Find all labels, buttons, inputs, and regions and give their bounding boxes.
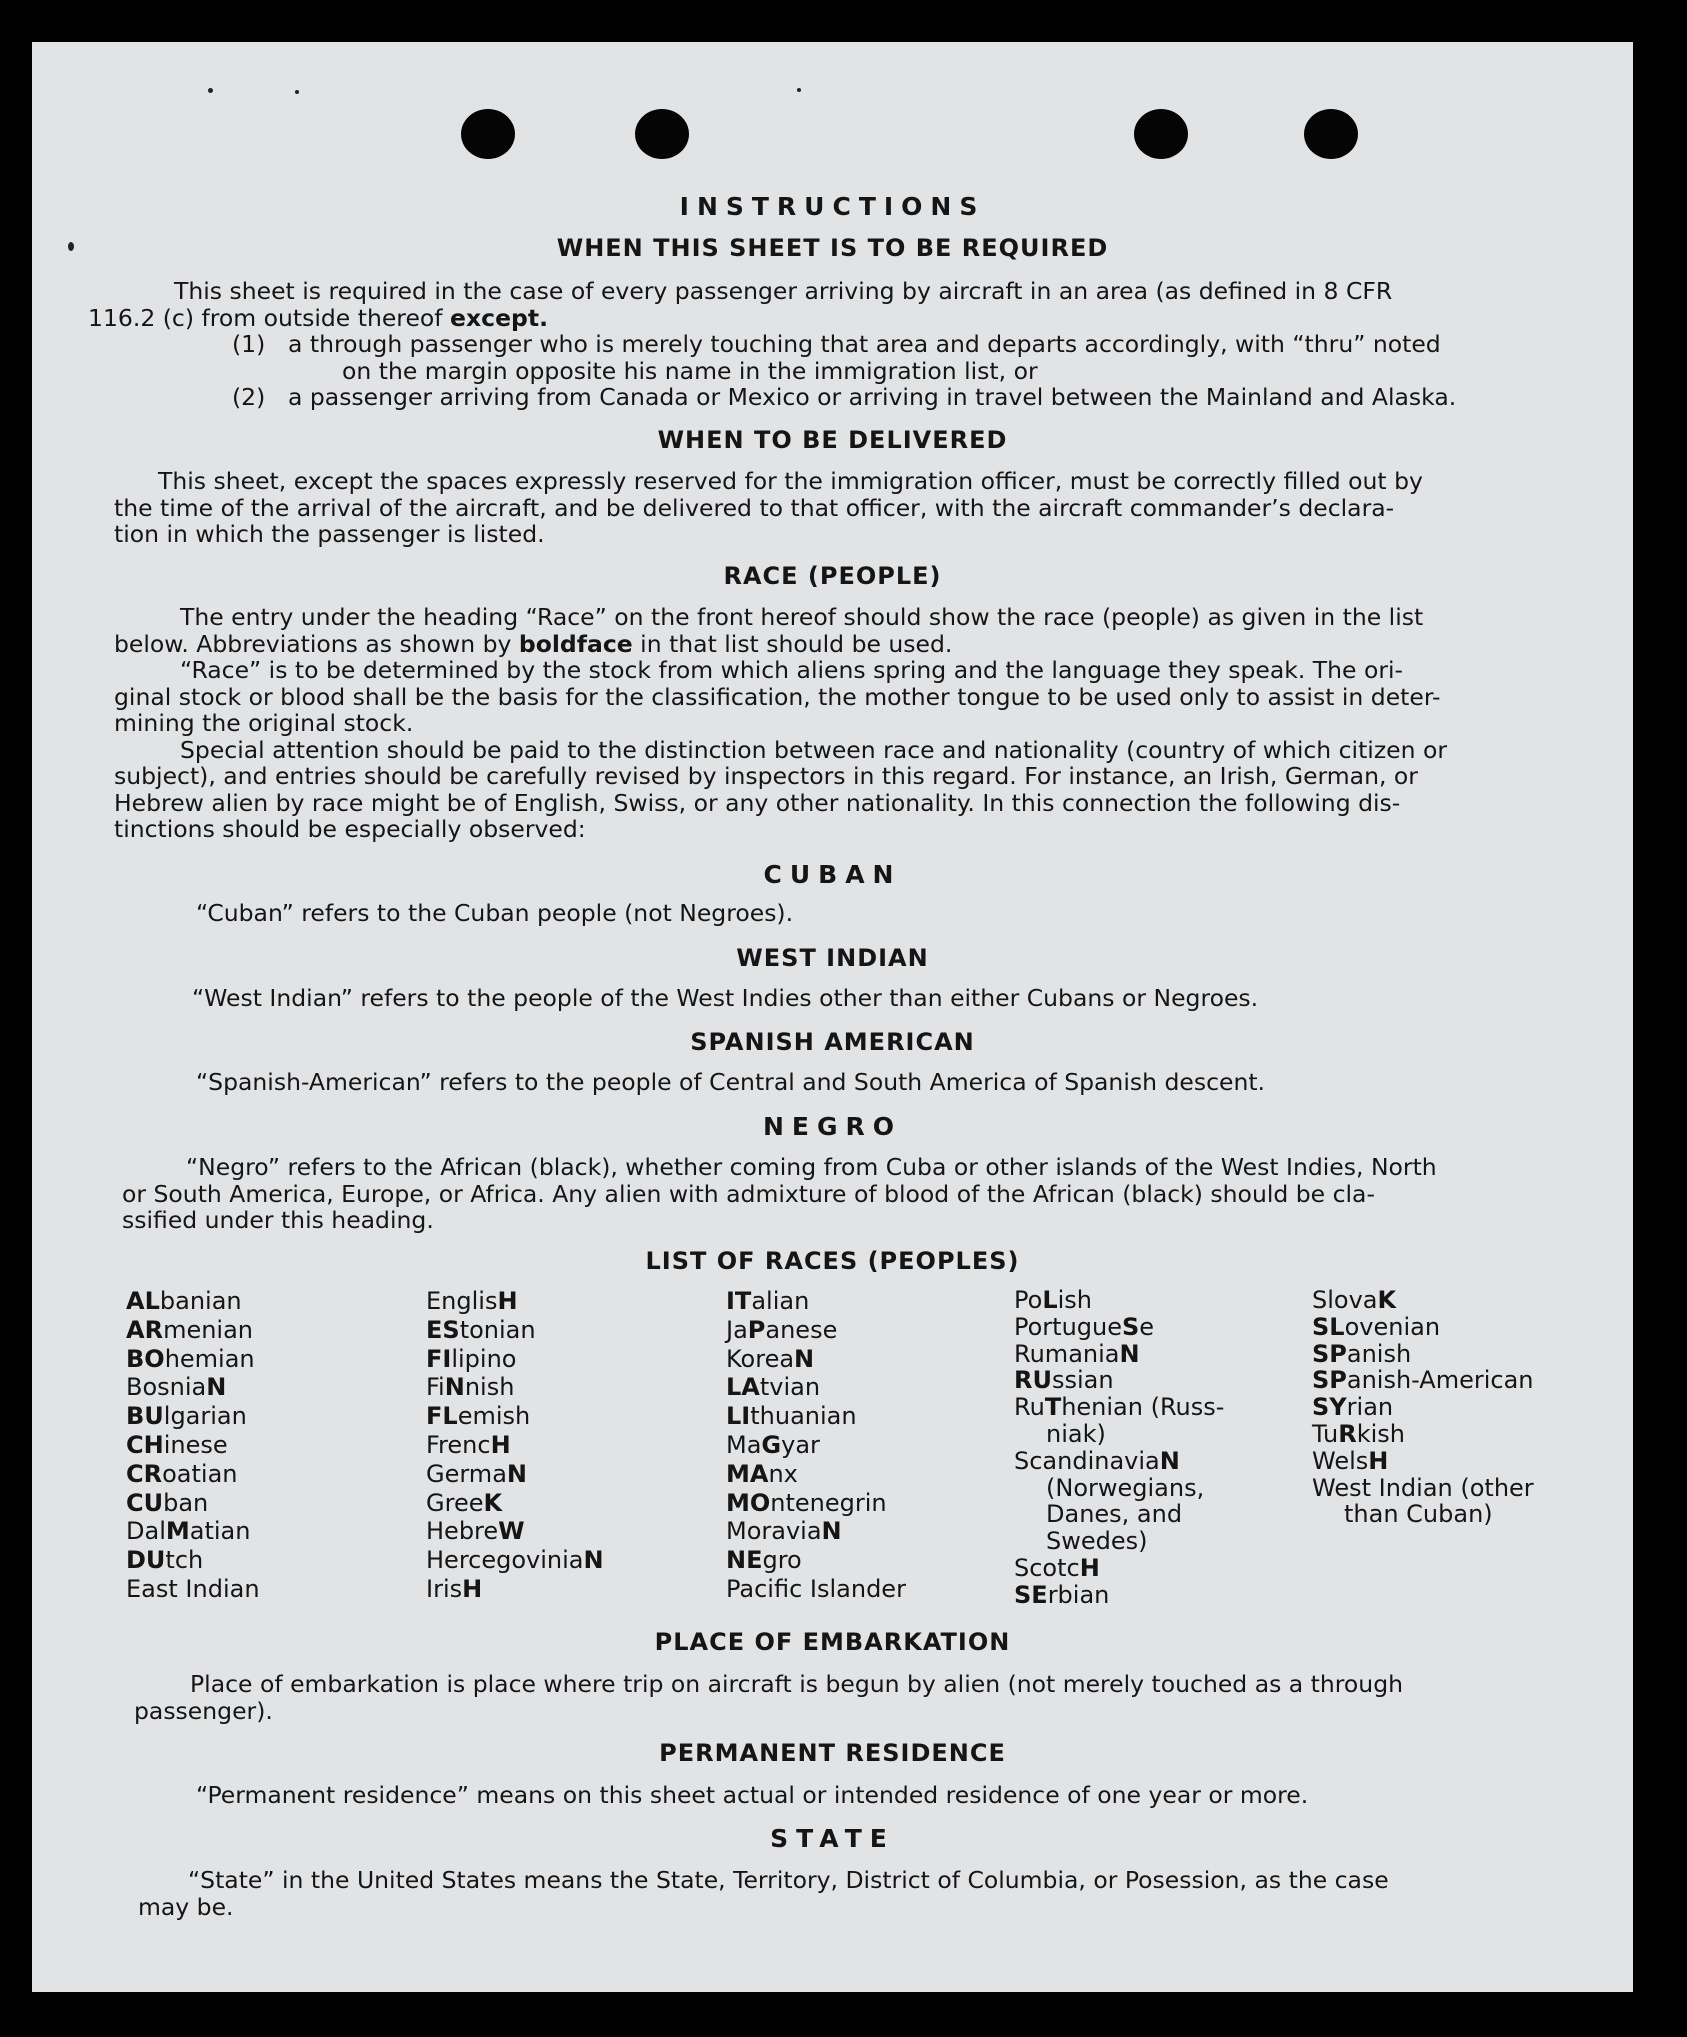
race-abbreviation: CR <box>126 1459 163 1488</box>
race-text: gro <box>762 1546 802 1575</box>
race-abbreviation: H <box>1079 1553 1100 1582</box>
race-text: Ja <box>726 1315 748 1344</box>
race-column-2 <box>426 1287 604 1604</box>
race-entry <box>426 1517 604 1546</box>
race-text: rian <box>1346 1393 1394 1422</box>
race-entry <box>726 1316 906 1345</box>
race-entry <box>426 1316 604 1345</box>
race-text: lipino <box>451 1344 517 1373</box>
race-text: Fi <box>426 1373 445 1402</box>
race-entry <box>1312 1421 1534 1448</box>
delivered-heading: WHEN TO BE DELIVERED <box>657 426 1008 454</box>
race-text: yar <box>781 1430 820 1459</box>
race-text: Germa <box>426 1459 507 1488</box>
race-text: inese <box>163 1430 228 1459</box>
race-entry <box>726 1402 906 1431</box>
race-text: Pacific Islander <box>726 1574 906 1603</box>
delivered-paragraph <box>114 468 1570 548</box>
race-text: atian <box>189 1517 251 1546</box>
race-text: Englis <box>426 1287 498 1315</box>
race-entry <box>126 1460 260 1489</box>
race-entry <box>1312 1394 1534 1421</box>
race-entry <box>1312 1367 1534 1394</box>
spanish-american-text: “Spanish-American” refers to the people of Central and South America of Spanish descent. <box>196 1068 1266 1096</box>
text-line: “Negro” refers to the African (black), whether coming from Cuba or other islands of the West Indies, North <box>186 1153 1437 1181</box>
residence-heading: PERMANENT RESIDENCE <box>659 1739 1006 1767</box>
text-line: mining the original stock. <box>114 709 414 737</box>
race-abbreviation: MO <box>726 1488 771 1517</box>
race-abbreviation: IT <box>726 1287 752 1315</box>
speck <box>797 88 801 92</box>
required-line: This sheet is required in the case of every passenger arriving by aircraft in an area (as defined in 8 CFR <box>174 277 1393 305</box>
race-text: Swedes) <box>1046 1527 1148 1556</box>
text-line: “Race” is to be determined by the stock from which aliens spring and the language they speak. The ori- <box>180 656 1404 684</box>
race-abbreviation: H <box>462 1574 483 1603</box>
race-text: alian <box>751 1287 810 1315</box>
text-line: may be. <box>138 1892 234 1921</box>
race-text: banian <box>159 1287 242 1315</box>
item-2-text: a passenger arriving from Canada or Mexico or arriving in travel between the Mainland and Alaska. <box>288 383 1457 411</box>
race-text: East Indian <box>126 1574 260 1603</box>
race-text: Korea <box>726 1344 795 1373</box>
negro-paragraph <box>122 1154 1582 1234</box>
text-line: ginal stock or blood shall be the basis for the classification, the mother tongue to be used only to assist in deter- <box>114 682 1441 711</box>
race-abbreviation: N <box>821 1517 842 1546</box>
race-text: Scandinavia <box>1014 1446 1160 1475</box>
negro-heading: NEGRO <box>762 1112 903 1141</box>
race-text: rbian <box>1047 1580 1110 1609</box>
race-text: (Norwegians, <box>1046 1473 1205 1502</box>
cuban-heading: CUBAN <box>763 860 902 889</box>
race-entry <box>1014 1582 1224 1609</box>
item-2-number: (2) <box>232 383 266 411</box>
race-text: anish-American <box>1346 1366 1534 1395</box>
text-line: below. Abbreviations as shown by <box>114 629 512 658</box>
race-entry <box>726 1431 906 1460</box>
race-text: Portugue <box>1014 1312 1122 1341</box>
race-entry <box>1014 1501 1224 1528</box>
race-heading: RACE (PEOPLE) <box>723 562 942 590</box>
race-entry <box>726 1489 906 1518</box>
race-abbreviation: M <box>165 1517 190 1546</box>
race-abbreviation: LI <box>726 1402 751 1431</box>
race-text: e <box>1139 1312 1155 1341</box>
race-text: ish <box>1057 1286 1092 1314</box>
race-abbreviation: CH <box>126 1430 164 1459</box>
text-line: in that list should be used. <box>640 629 953 658</box>
race-entry <box>126 1373 260 1402</box>
race-text: nx <box>768 1459 798 1488</box>
race-text: lgarian <box>163 1402 247 1431</box>
race-abbreviation: BU <box>126 1402 164 1431</box>
race-text: nish <box>464 1373 515 1402</box>
race-entry <box>1014 1528 1224 1555</box>
race-text: Hercegovinia <box>426 1546 584 1575</box>
race-text: Gree <box>426 1488 484 1517</box>
race-abbreviation: W <box>498 1517 525 1546</box>
race-entry <box>1312 1314 1534 1341</box>
race-text: Iris <box>426 1574 463 1603</box>
race-abbreviation: AL <box>126 1287 160 1315</box>
race-text: ovenian <box>1344 1312 1441 1341</box>
race-abbreviation: SY <box>1312 1393 1347 1422</box>
race-abbreviation: SP <box>1312 1366 1347 1395</box>
embarkation-heading: PLACE OF EMBARKATION <box>654 1628 1011 1656</box>
race-abbreviation: H <box>490 1430 511 1459</box>
race-entry <box>126 1575 260 1604</box>
race-entry <box>726 1345 906 1374</box>
race-entry <box>126 1517 260 1546</box>
text-line: tion in which the passenger is listed. <box>114 520 545 548</box>
race-entry <box>426 1402 604 1431</box>
race-abbreviation: K <box>1377 1286 1397 1314</box>
race-entry <box>1312 1475 1534 1502</box>
race-text: anese <box>765 1315 838 1344</box>
race-text: tonian <box>459 1315 536 1344</box>
race-entry <box>726 1287 906 1316</box>
residence-text: “Permanent residence” means on this sheet actual or intended residence of one year or more. <box>196 1781 1309 1809</box>
race-abbreviation: N <box>1119 1339 1140 1368</box>
race-text: tvian <box>759 1373 821 1402</box>
race-text: Wels <box>1312 1446 1369 1475</box>
race-entry <box>426 1287 604 1316</box>
race-abbreviation: SP <box>1312 1339 1347 1368</box>
text-line: subject), and entries should be carefully revised by inspectors in this regard. For instance, an Irish, German, or <box>114 762 1418 790</box>
race-text: Ru <box>1014 1393 1045 1422</box>
text-line: tinctions should be especially observed: <box>114 815 586 843</box>
race-abbreviation: ES <box>426 1315 460 1344</box>
boldface-word: boldface <box>518 629 633 658</box>
spanish-american-heading: SPANISH AMERICAN <box>690 1028 975 1056</box>
race-abbreviation: DU <box>126 1546 166 1575</box>
text-line: The entry under the heading “Race” on the front hereof should show the race (people) as given in the list <box>180 603 1424 631</box>
speck <box>208 88 213 93</box>
required-line: 116.2 (c) from outside thereof <box>88 303 443 332</box>
race-entry <box>126 1402 260 1431</box>
race-paragraph <box>114 604 1574 843</box>
race-abbreviation: T <box>1044 1393 1062 1422</box>
race-abbreviation: S <box>1122 1312 1140 1341</box>
race-entry <box>726 1373 906 1402</box>
race-entry <box>426 1345 604 1374</box>
item-1-text: on the margin opposite his name in the immigration list, or <box>342 356 1038 385</box>
race-text: hemian <box>164 1344 255 1373</box>
text-line: or South America, Europe, or Africa. Any alien with admixture of blood of the African (black) should be cla- <box>122 1179 1375 1208</box>
race-text: Tu <box>1312 1419 1339 1448</box>
instruction-sheet <box>32 42 1633 1992</box>
race-text: Slova <box>1312 1286 1378 1314</box>
except-text: except. <box>450 303 548 332</box>
state-paragraph <box>138 1867 1592 1920</box>
list-of-races-heading: LIST OF RACES (PEOPLES) <box>645 1247 1020 1275</box>
race-text: Dal <box>126 1517 166 1546</box>
binder-hole <box>635 109 689 159</box>
race-entry <box>1014 1555 1224 1582</box>
race-entry <box>726 1546 906 1575</box>
race-entry <box>726 1575 906 1604</box>
text-line: Special attention should be paid to the distinction between race and nationality (country of which citizen or <box>180 735 1448 764</box>
race-text: ntenegrin <box>770 1488 887 1517</box>
instructions-title: INSTRUCTIONS <box>679 192 986 221</box>
race-entry <box>1014 1341 1224 1368</box>
race-abbreviation: R <box>1338 1419 1357 1448</box>
race-entry <box>1014 1448 1224 1475</box>
cuban-text: “Cuban” refers to the Cuban people (not Negroes). <box>196 899 794 927</box>
text-line: Hebrew alien by race might be of English, Swiss, or any other nationality. In this connection the following dis- <box>114 788 1401 817</box>
west-indian-heading: WEST INDIAN <box>736 944 929 972</box>
binder-hole <box>1304 109 1358 159</box>
race-text: Po <box>1014 1286 1043 1314</box>
race-text: Moravia <box>726 1517 822 1546</box>
race-text: ssian <box>1051 1366 1114 1395</box>
race-text: Scotc <box>1014 1553 1080 1582</box>
race-text: West Indian (other <box>1312 1473 1534 1502</box>
race-text: ban <box>163 1488 209 1517</box>
race-abbreviation: L <box>1042 1286 1058 1314</box>
race-entry <box>426 1431 604 1460</box>
item-1-number: (1) <box>232 330 266 358</box>
race-column-4 <box>1014 1287 1224 1609</box>
race-abbreviation: P <box>747 1315 766 1344</box>
race-abbreviation: NE <box>726 1546 763 1575</box>
race-text: than Cuban) <box>1344 1500 1493 1529</box>
race-entry <box>1312 1448 1534 1475</box>
race-entry <box>1014 1367 1224 1394</box>
race-abbreviation: RU <box>1014 1366 1052 1395</box>
binder-hole <box>461 109 515 159</box>
race-abbreviation: LA <box>726 1373 760 1402</box>
race-abbreviation: N <box>794 1344 815 1373</box>
required-paragraph <box>88 278 1568 331</box>
race-entry <box>426 1546 604 1575</box>
text-line: This sheet, except the spaces expressly reserved for the immigration officer, must be correctly filled out by <box>158 467 1423 495</box>
race-entry <box>1312 1501 1534 1528</box>
race-abbreviation: SE <box>1014 1580 1048 1609</box>
race-text: Danes, and <box>1046 1500 1183 1529</box>
race-entry <box>1014 1475 1224 1502</box>
race-text: oatian <box>162 1459 238 1488</box>
race-text: thuanian <box>750 1402 857 1431</box>
race-entry <box>1312 1341 1534 1368</box>
race-text: niak) <box>1046 1419 1106 1448</box>
race-text: emish <box>457 1402 531 1431</box>
race-entry <box>726 1460 906 1489</box>
race-abbreviation: AR <box>126 1315 164 1344</box>
race-entry <box>1014 1394 1224 1421</box>
race-entry <box>726 1517 906 1546</box>
race-entry <box>126 1345 260 1374</box>
race-entry <box>1014 1421 1224 1448</box>
race-abbreviation: N <box>206 1373 227 1402</box>
race-entry <box>126 1287 260 1316</box>
race-text: henian (Russ- <box>1061 1393 1225 1422</box>
race-text: anish <box>1346 1339 1412 1368</box>
text-line: “State” in the United States means the State, Territory, District of Columbia, or Posession, as the case <box>188 1866 1389 1894</box>
race-text: menian <box>163 1315 254 1344</box>
text-line: passenger). <box>134 1696 273 1725</box>
race-text: Rumania <box>1014 1339 1120 1368</box>
text-line: the time of the arrival of the aircraft, and be delivered to that officer, with the aircraft commander’s declara- <box>114 493 1395 522</box>
race-text: Hebre <box>426 1517 499 1546</box>
race-entry <box>426 1575 604 1604</box>
race-text: Frenc <box>426 1430 491 1459</box>
race-abbreviation: BO <box>126 1344 165 1373</box>
race-entry <box>1312 1287 1534 1314</box>
race-text: Ma <box>726 1430 762 1459</box>
race-abbreviation: N <box>444 1373 465 1402</box>
race-entry <box>126 1431 260 1460</box>
item-2 <box>232 384 1568 411</box>
race-entry <box>426 1489 604 1518</box>
race-entry <box>126 1489 260 1518</box>
race-column-1 <box>126 1287 260 1604</box>
state-heading: STATE <box>770 1824 895 1853</box>
race-entry <box>1014 1287 1224 1314</box>
race-abbreviation: K <box>483 1488 503 1517</box>
race-entry <box>126 1546 260 1575</box>
race-abbreviation: N <box>506 1459 527 1488</box>
race-entry <box>426 1460 604 1489</box>
race-column-5 <box>1312 1287 1534 1528</box>
item-1 <box>232 331 1568 384</box>
race-abbreviation: N <box>1159 1446 1180 1475</box>
west-indian-text: “West Indian” refers to the people of the West Indies other than either Cubans or Negroes. <box>192 984 1259 1012</box>
race-abbreviation: N <box>583 1546 604 1575</box>
race-text: tch <box>165 1546 204 1575</box>
race-abbreviation: MA <box>726 1459 769 1488</box>
race-abbreviation: FI <box>426 1344 452 1373</box>
race-entry <box>1014 1314 1224 1341</box>
race-abbreviation: SL <box>1312 1312 1345 1341</box>
race-entry <box>426 1373 604 1402</box>
speck <box>295 90 299 94</box>
required-heading: WHEN THIS SHEET IS TO BE REQUIRED <box>556 234 1109 262</box>
race-abbreviation: CU <box>126 1488 164 1517</box>
race-abbreviation: FL <box>426 1402 458 1431</box>
race-abbreviation: H <box>1368 1446 1389 1475</box>
item-1-text: a through passenger who is merely touching that area and departs accordingly, with “thru” noted <box>288 330 1441 358</box>
race-column-3 <box>726 1287 906 1604</box>
race-text: kish <box>1356 1419 1405 1448</box>
text-line: ssified under this heading. <box>122 1206 434 1234</box>
race-abbreviation: H <box>497 1287 518 1315</box>
text-line: Place of embarkation is place where trip on aircraft is begun by alien (not merely touched as a through <box>190 1670 1404 1698</box>
race-entry <box>126 1316 260 1345</box>
embarkation-paragraph <box>134 1671 1592 1724</box>
race-text: Bosnia <box>126 1373 207 1402</box>
race-abbreviation: G <box>761 1430 782 1459</box>
binder-hole <box>1134 109 1188 159</box>
